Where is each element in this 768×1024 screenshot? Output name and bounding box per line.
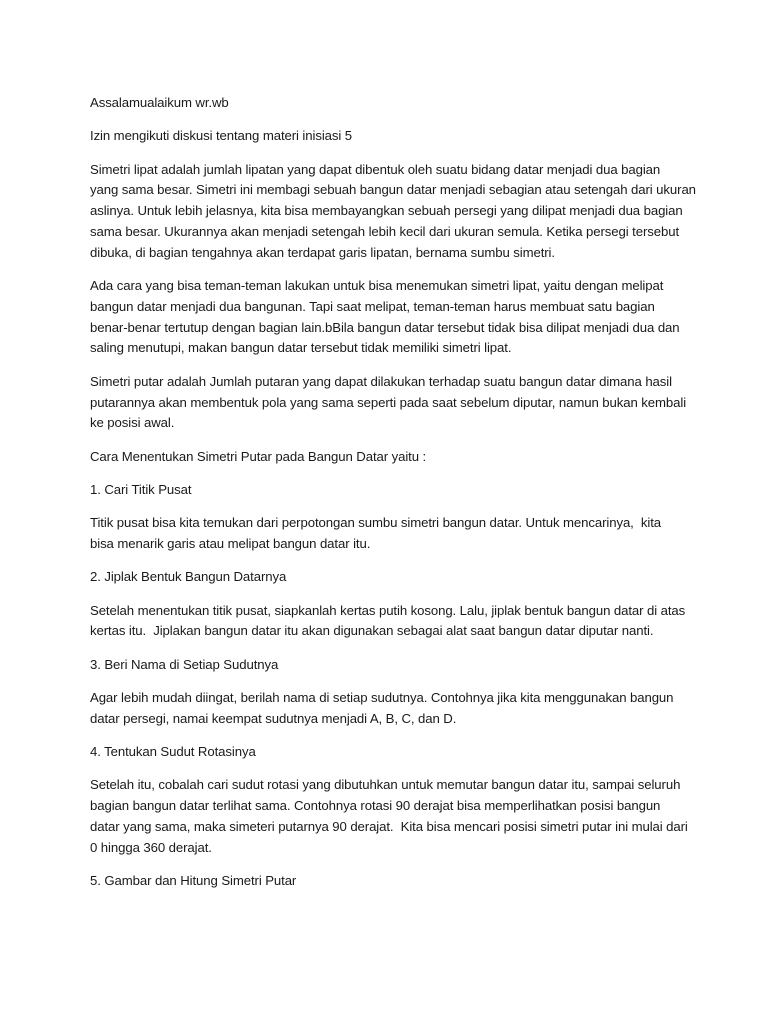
step-4-heading: 4. Tentukan Sudut Rotasinya — [90, 744, 256, 760]
step-5-heading: 5. Gambar dan Hitung Simetri Putar — [90, 873, 297, 889]
paragraph-simetri-putar: Simetri putar adalah Jumlah putaran yang dapat dilakukan terhadap suatu bangun datar dimana hasil putarannya akan membentuk pola yang sama seperti pada saat sebelum diputar, namun bukan kembali ke posisi awal. — [90, 373, 687, 431]
step-3-text: Agar lebih mudah diingat, berilah nama di setiap sudutnya. Contohnya jika kita menggunakan bangun datar persegi, namai keempat sudutnya menjadi A, B, C, dan D. — [90, 690, 674, 726]
intro-line: Izin mengikuti diskusi tentang materi inisiasi 5 — [90, 128, 353, 144]
heading-cara-menentukan: Cara Menentukan Simetri Putar pada Bangun Datar yaitu : — [90, 448, 427, 464]
paragraph-simetri-lipat: Simetri lipat adalah jumlah lipatan yang dapat dibentuk oleh suatu bidang datar menjadi dua bagian yang sama besar. Simetri ini membagi sebuah bangun datar menjadi sebagian atau setengah dari ukuran aslinya. Untuk lebih jelasnya, kita bisa membayangkan sebuah persegi yang dilipat menjadi dua bagian sama besar. Ukurannya akan menjadi setengah lebih kecil dari ukuran semula. Ketika persegi tersebut dibuka, di bagian tengahnya akan terdapat garis lipatan, bernama sumbu simetri. — [90, 161, 696, 260]
step-1-heading: 1. Cari Titik Pusat — [90, 481, 192, 497]
step-3-heading: 3. Beri Nama di Setiap Sudutnya — [90, 656, 279, 672]
paragraph-cara-simetri-lipat: Ada cara yang bisa teman-teman lakukan untuk bisa menemukan simetri lipat, yaitu dengan melipat bangun datar menjadi dua bangunan. Tapi saat melipat, teman-teman harus membuat satu bagian benar-benar tertutup dengan bagian lain.bBila bangun datar tersebut tidak bisa dilipat menjadi dua dan saling menutupi, makan bangun datar tersebut tidak memiliki simetri lipat. — [90, 278, 680, 356]
step-1-text: Titik pusat bisa kita temukan dari perpotongan sumbu simetri bangun datar. Untuk mencarinya, kita bisa menarik garis atau melipat bangun datar itu. — [90, 515, 661, 552]
step-4-text: Setelah itu, cobalah cari sudut rotasi yang dibutuhkan untuk memutar bangun datar itu, sampai seluruh bagian bangun datar terlihat sama. Contohnya rotasi 90 derajat bisa memperlihatkan posisi bangun datar yang sama, maka simeteri putarnya 90 derajat. Kita bisa mencari posisi simetri putar ini mulai dari 0 hingga 360 derajat. — [90, 777, 688, 855]
greeting: Assalamualaikum wr.wb — [90, 95, 229, 110]
step-2-text: Setelah menentukan titik pusat, siapkanlah kertas putih kosong. Lalu, jiplak bentuk bangun datar di atas kertas itu. Jiplakan bangun datar itu akan digunakan sebagai alat saat bangun datar diputar nanti. — [90, 602, 686, 639]
step-2-heading: 2. Jiplak Bentuk Bangun Datarnya — [90, 569, 287, 585]
